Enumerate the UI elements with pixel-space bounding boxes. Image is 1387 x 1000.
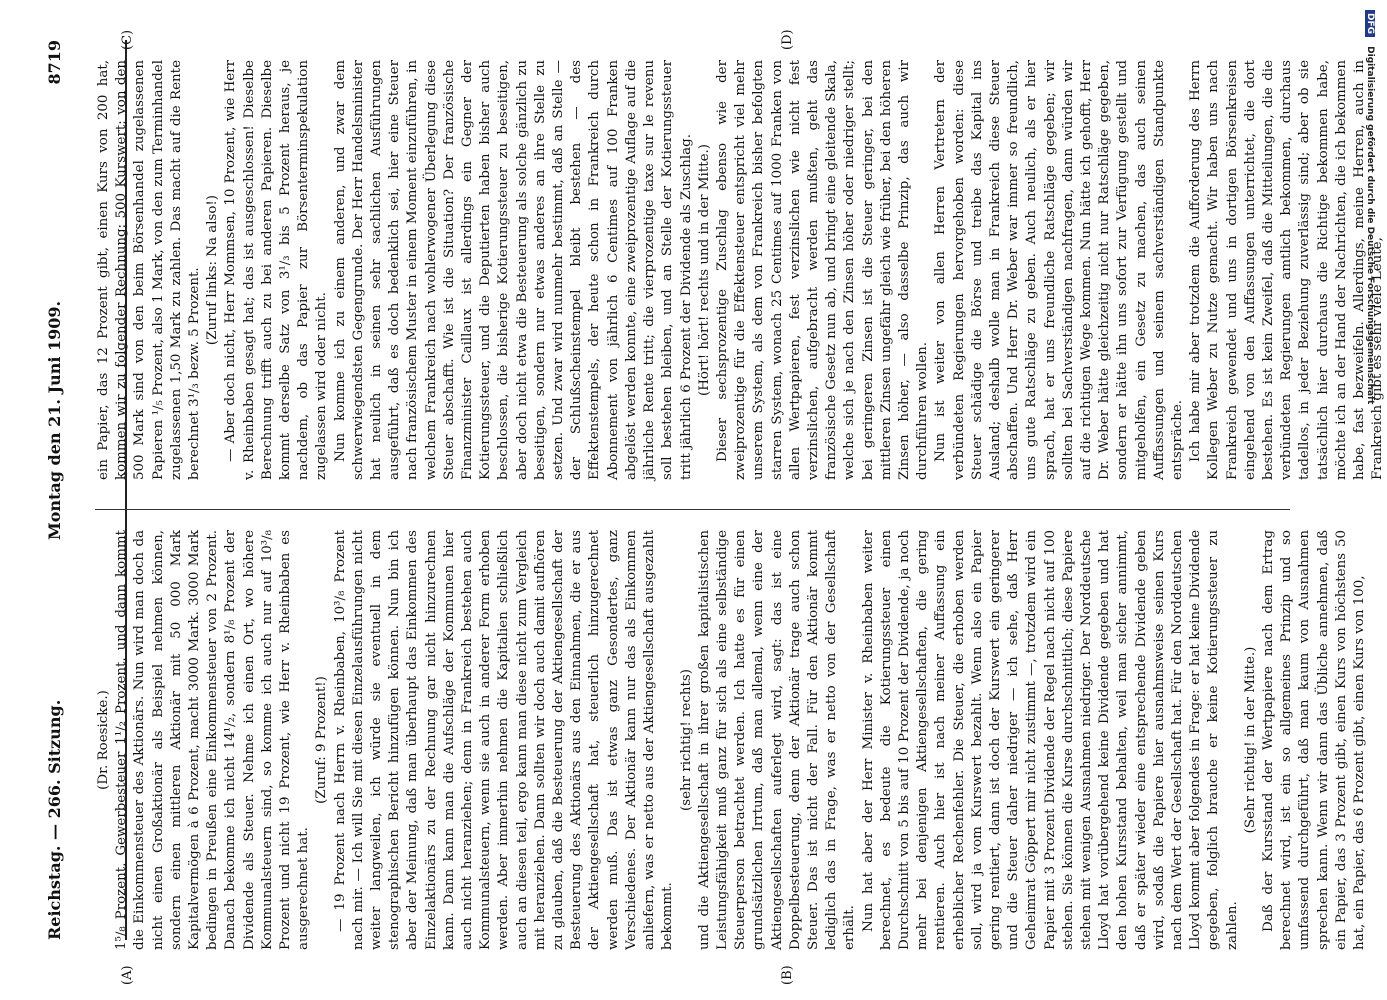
interjection: (Sehr richtig! in der Mitte.) xyxy=(1242,646,1258,834)
paragraph: — Aber doch nicht, Herr Mommsen, 10 Prozent, wie Herr v. Rheinbaben gesagt hat; das ist ausgeschlossen! Dieselbe Berechnung trifft auch zu bei anderen Papieren. Dieselbe kommt derselbe Satz von 3¹/₃ bis 5 Prozent heraus, je nachdem, ob das Papier zur Börsenterminspekulation zugelassen wird oder nicht. xyxy=(223,60,330,480)
margin-marker-d: (D) xyxy=(780,29,795,50)
digitization-notice xyxy=(1359,10,1375,990)
paragraph: Nun hat aber der Herr Minister v. Rheinbaben weiter berechnet, es bedeute die Kotierungssteuer einen Durchschnitt von 5 bis auf 10 Prozent der Dividende, ja noch mehr bei denjenigen Aktiengesellschaften, die gering rentieren. Auch hier ist nach meiner Auffassung ein erheblicher Rechenfehler. Die Steuer, die erhoben werden soll, wird ja vom Kurswert bezahlt. Wenn also ein Papier gering rentiert, dann ist doch der Kurswert ein geringerer und die Steuer daher niedriger — ich sehe, daß Herr Geheimrat Göppert mir nicht zustimmt —, trotzdem wird ein Papier mit 3 Prozent Dividende der Regel nach nicht auf 100 stehen. Sie können die Kurse durchschnittlich; diese Papiere stehen mit wenigen Ausnahmen niedriger. Der Norddeutsche Lloyd hat vorübergehend keine Dividende gegeben und hat den hohen Kursstand behalten, weil man sicher annimmt, daß er später wieder eine entsprechende Dividende geben wird, sodaß die Papiere hier ausnahmsweise seinen Kurs nach dem Wert der Gesellschaft hat. Für den Norddeutschen Lloyd kommt aber folgendes in Frage: er hat keine Dividende gegeben, folglich brauche er keine Kotierungssteuer zu zahlen. xyxy=(860,530,1240,950)
paragraph: Ich habe mir aber trotzdem die Aufforderung des Herrn Kollegen Weber zu Nutze gemacht. Wir haben uns nach Frankreich gewendet und uns in dortigen Börsenkreisen eingehend von den Auffassungen unterrichtet, die dort bestehen. Es ist kein Zweifel, daß die Mitteilungen, die die verbündeten Regierungen amtlich bekommen, durchaus tadellos, in jeder Beziehung zuverlässig sind; aber ob sie tatsächlich hier durchaus die Richtige bekommen habe, möchte ich an der Hand der Nachrichten, die ich bekommen habe, fast bezweifeln. Allerdings, meine Herren, auch in Frankreich gibt es sehr viele Leute, xyxy=(1188,60,1386,480)
margin-marker-c: (C) xyxy=(120,29,135,50)
interjection: (Zuruf: 9 Prozent!) xyxy=(314,676,330,804)
margin-marker-a: (A) xyxy=(120,965,135,985)
paragraph: 1⁵/₈ Prozent, Gewerbesteuer 1¹/₂ Prozent, und dann kommt die Einkommensteuer des Aktionärs. Nun wird man doch da nicht einen Großaktionär als Beispiel nehmen können, sondern einen mittleren Aktionär mit 50 000 Mark Kapitalvermögen à 6 Prozent, macht 3000 Mark. 3000 Mark bedingen in Preußen eine Einkommensteuer von 2 Prozent. Danach bekomme ich nicht 14¹/₂, sondern 8¹/₈ Prozent der Dividende als Steuer. Nehme ich einen Ort, wo höhere Kommunalsteuern sind, so komme ich auch nur auf 10³/₈ Prozent und nicht 19 Prozent, wie Herr v. Rheinbaben es ausgerechnet hat. xyxy=(114,530,312,950)
header-date: Montag den 21. Juni 1909. xyxy=(45,300,64,540)
digitization-text: Digitalisierung gefördert durch die Deutsche Forschungsgemeinschaft xyxy=(1365,46,1375,405)
dfg-logo: DFG xyxy=(1365,10,1375,37)
paragraph: Dieser sechsprozentige Zuschlag ebenso wie der zweiprozentige für die Effektensteuer entspricht viel mehr unserem System, als dem von Frankreich bisher befolgten starren System, wonach 25 Centimes auf 1000 Franken von allen Wertpapieren, fest verzinslichen wie nicht fest verzinslichen, aufgebracht werden mußten, geht das französische Gesetz nun ab, und bringt eine gleitende Skala, welche sich je nach den Zinsen höher oder niedriger stellt; bei geringeren Zinsen ist die Steuer geringer, bei den mittleren Zinsen ungefähr gleich wie früher, bei den höheren Zinsen höher, — also dasselbe Prinzip, das auch wir durchführen wollen. xyxy=(714,60,931,480)
page-number: 8719 xyxy=(45,40,64,85)
column-divider xyxy=(95,509,1290,510)
page-header xyxy=(45,40,75,940)
paragraph: Nun komme ich zu einem anderen, und zwar dem schwerwiegendsten Gegengrunde. Der Herr Handelsminister hat neulich in seinen sehr sachlichen Ausführungen ausgeführt, daß es doch bedenklich sei, hier eine Steuer nach französischem Muster in einem Moment einzuführen, in welchem Frankreich nach wohlerwogener Überlegung diese Steuer abschafft. Wie ist die Situation? Der französische Finanzminister Caillaux ist allerdings ein Gegner der Kotierungssteuer, und die Deputierten haben bisher auch beschlossen, die bisherige Kotierungssteuer zu beseitigen, aber doch nicht etwa die Besteuerung als solche gänzlich zu beseitigen, sondern nur etwas anderes an ihre Stelle zu setzen. Und zwar wird nunmehr bestimmt, daß an Stelle — der Schlußscheinstempel bleibt bestehen — des Effektenstempels, der heute schon in Frankreich durch Abonnement von jährlich 6 Centimes auf 100 Franken abgelöst werden konnte, eine zweiprozentige Auflage auf die jährliche Rente tritt; die vierprozentige taxe sur le revenu soll bestehen bleiben, und an Stelle der Kotierungssteuer tritt jährlich 6 Prozent der Dividende als Zuschlag. xyxy=(332,60,694,480)
paragraph: Nun ist weiter von allen Herren Vertretern der verbündeten Regierungen hervorgehoben worden: diese Steuer schädige die Börse und treibe das Kapital ins Ausland; deshalb wolle man in Frankreich diese Steuer abschaffen. Und Herr Dr. Weber war immer so freundlich, uns gute Ratschläge zu geben. Auch neulich, als er hier sprach, hat er uns freundliche Ratschläge gegeben; wir sollten bei Sachverständigen nachfragen, dann würden wir auf die richtigen Wege kommen. Nun hätte ich gehofft, Herr Dr. Weber hätte gleichzeitig nicht nur Ratschläge gegeben, sondern er hätte ihn uns sofort zur Verfügung gestellt und mitgeholfen, ein Gesetz zu machen, das auch seinen Auffassungen und seinem sachverständigen Standpunkte entspräche. xyxy=(933,60,1185,480)
interjection: (Zuruf links: Na also!) xyxy=(205,194,221,346)
paragraph: — 19 Prozent nach Herrn v. Rheinbaben, 10³/₈ Prozent nach mir. — Ich will Sie mit diesen Einzelausführungen nicht weiter langweilen, ich würde sie eventuell in dem stenographischen Bericht hinzufügen können. Nun bin ich aber der Meinung, daß man überhaupt das Einkommen des Einzelaktionärs zu der Rechnung gar nicht hinzurechnen kann. Dann kann man die Aufschläge der Kommunen hier auch nicht heranziehen; denn in Frankreich bestehen auch Kommunalsteuern, wenn sie auch in anderer Form erhoben werden. Aber immerhin nehmen die Kapitalien schließlich auch an diesen teil, ergo kann man diese nicht zum Vergleich mit heranziehen. Dann sollten wir doch auch damit aufhören zu glauben, daß die Besteuerung der Aktiengesellschaft der Besteuerung des Aktionärs aus den Einnahmen, die er aus der Aktiengesellschaft hat, steuerlich hinzugerechnet werden muß. Das ist etwas ganz Gesondertes, ganz Verschiedenes. Der Aktionär kann nur das als Einkommen anliefern, was er netto aus der Aktiengesellschaft ausgezahlt bekommt. xyxy=(332,530,676,950)
margin-marker-b: (B) xyxy=(780,965,795,985)
speaker-name: (Dr. Roesicke.) xyxy=(96,690,111,790)
interjection: (Hört! hört! rechts und in der Mitte.) xyxy=(696,144,712,397)
paragraph: ein Papier, das 12 Prozent gibt, einen Kurs von 200 hat, kommen wir zu folgender Rechnung: 500 Kurswert; von den 500 Mark sind von den beim Börsenhandel zugelassenen Papieren ¹/₅ Prozent, also 1 Mark, von den zum Terminhandel zugelassenen 1,50 Mark zu zahlen. Das macht auf die Rente berechnet 3¹/₃ bezw. 5 Prozent. xyxy=(96,60,203,480)
paragraph: und die Aktiengesellschaft in ihrer großen kapitalistischen Leistungsfähigkeit muß ganz für sich als eine selbständige Steuerperson betrachtet werden. Ich hatte es für einen grundsätzlichen Irrtum, daß man allemal, wenn eine der Aktiengesellschaften auferlegt wird, sagt: das ist eine Doppelbesteuerung, denn der Aktionär trage auch schon Steuer. Das ist nicht der Fall. Für den Aktionär kommt lediglich das in Frage, was er netto von der Gesellschaft erhält. xyxy=(696,530,858,950)
header-left: Reichstag. — 266. Sitzung. xyxy=(45,699,64,940)
interjection: (sehr richtig! rechts) xyxy=(678,669,694,811)
paragraph: Daß der Kursstand der Wertpapiere nach dem Ertrag berechnet wird, ist ein so allgemeines Prinzip und so umfassend durchgeführt, daß man kaum von Ausnahmen sprechen kann. Wenn wir dann das Übliche annehmen, daß ein Papier, das 3 Prozent gibt, einen Kurs von höchstens 50 hat, ein Papier, das 6 Prozent gibt, einen Kurs von 100, xyxy=(1261,530,1368,950)
left-column xyxy=(95,530,1368,950)
